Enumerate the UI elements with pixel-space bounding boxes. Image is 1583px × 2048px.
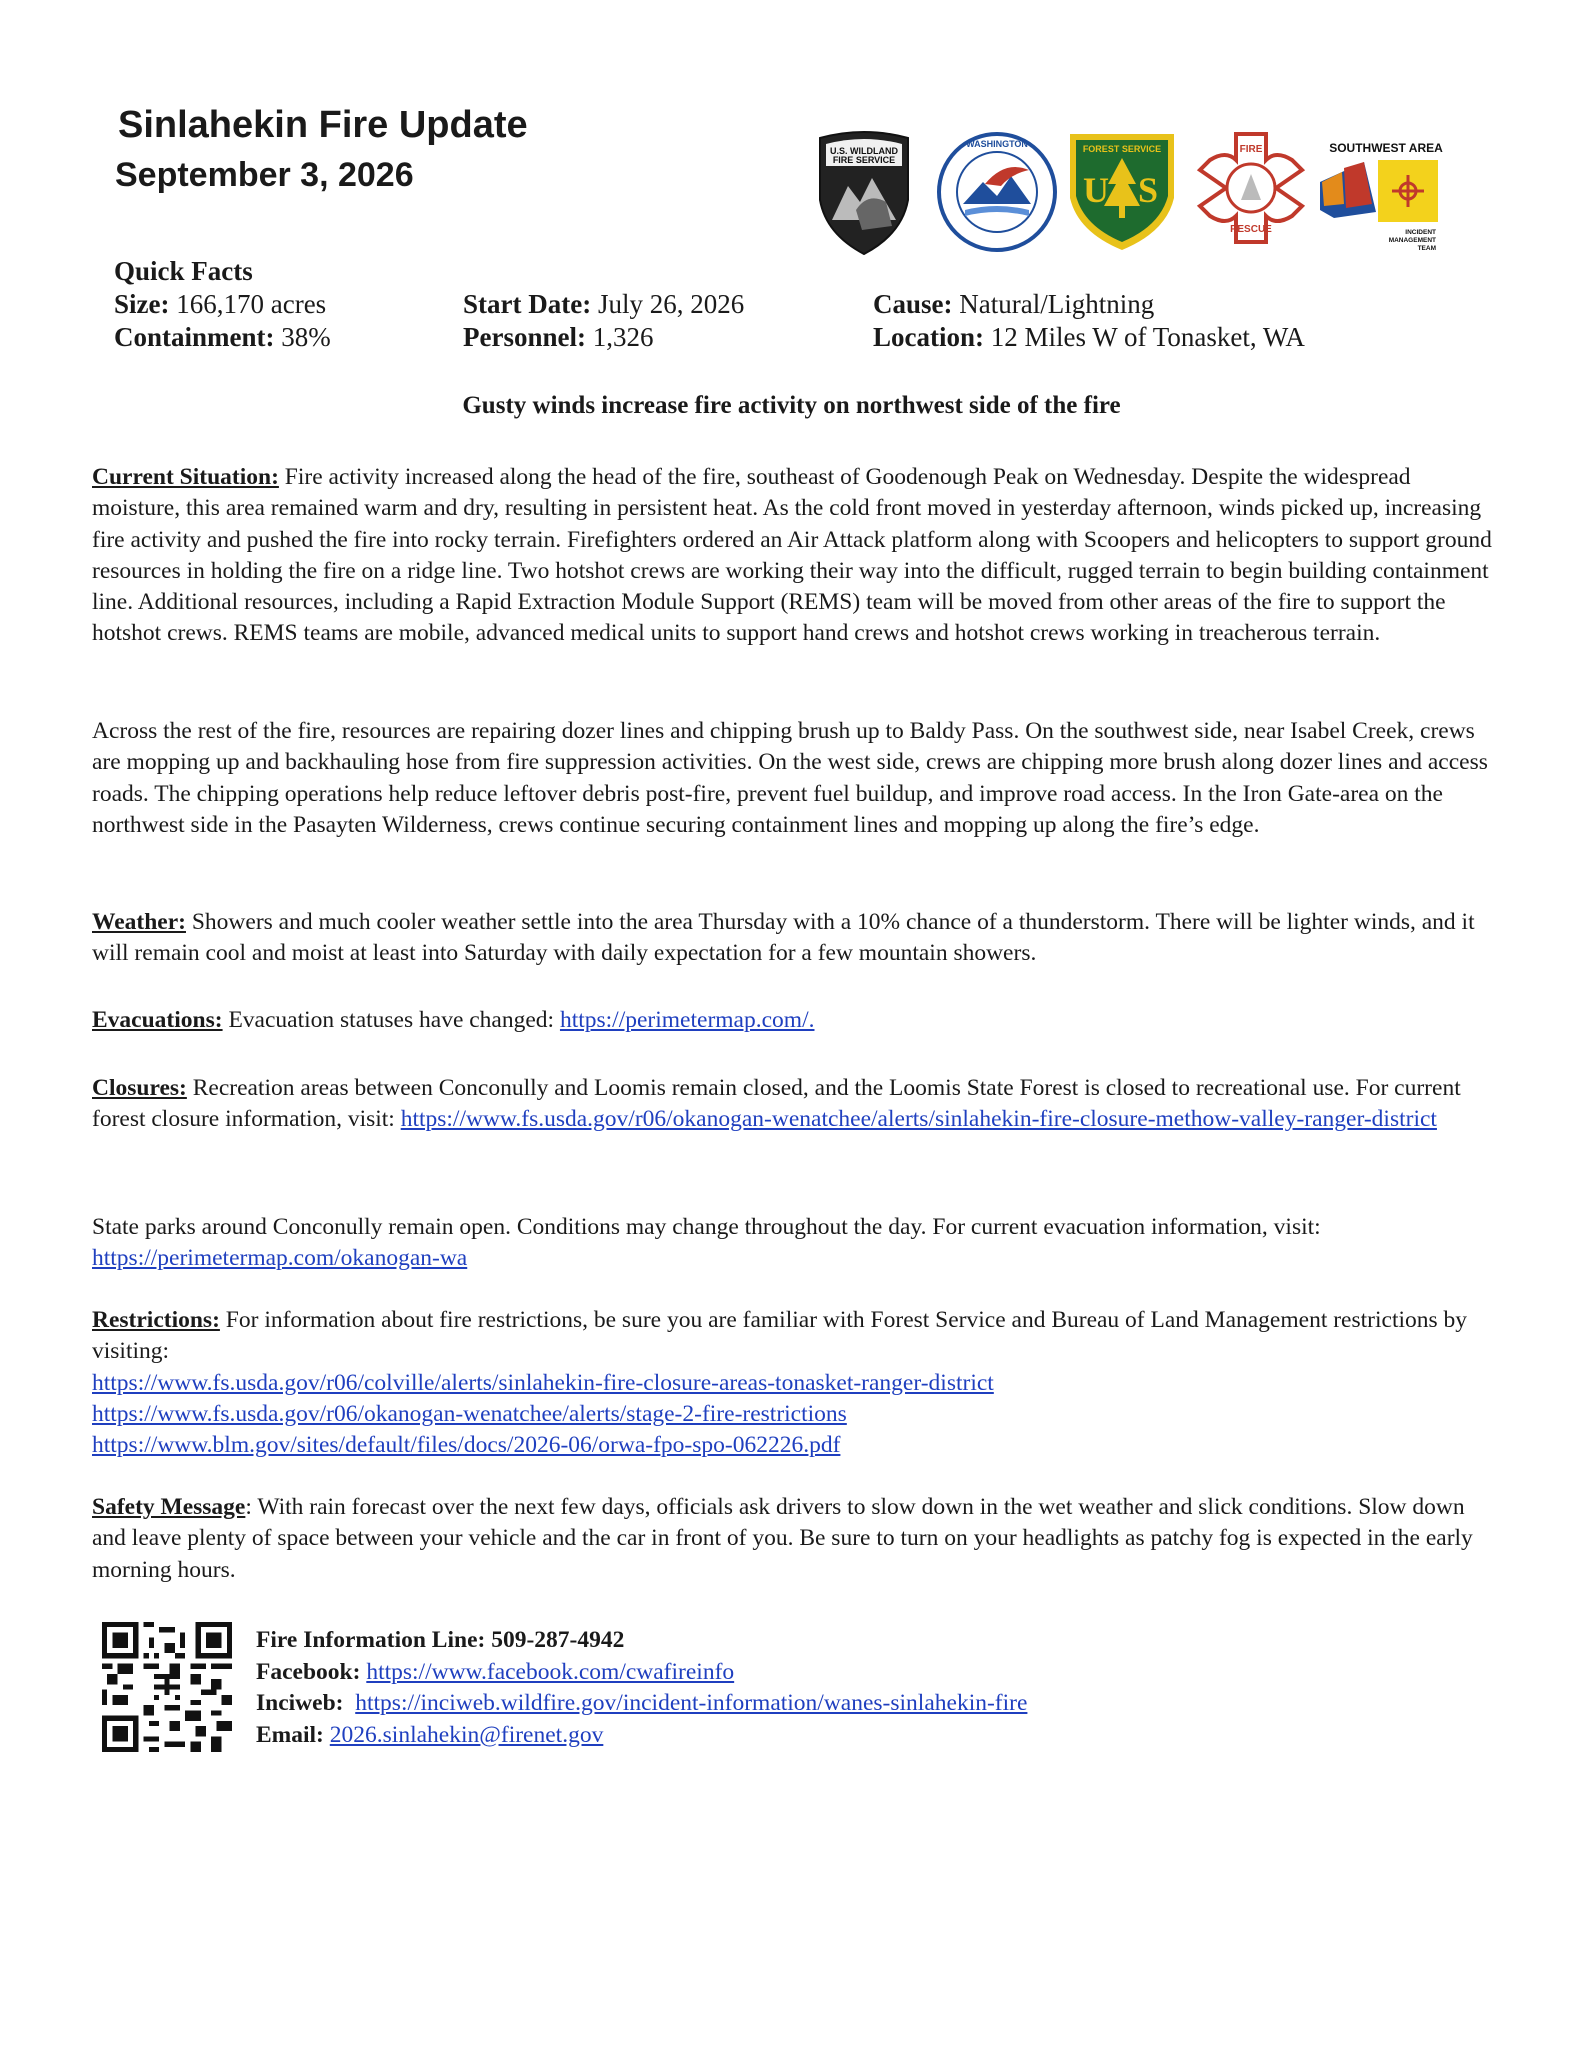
closures-link[interactable]: https://www.fs.usda.gov/r06/okanogan-wenatchee/alerts/sinlahekin-fire-closure-methow-valley-ranger-district (400, 1106, 1437, 1133)
evacuations-link[interactable]: https://perimetermap.com/. (559, 1007, 815, 1033)
restrictions-text: For information about fire restrictions, be sure you are familiar with Forest Service and Bureau of Land Management restrictions by visiting: (92, 1307, 1468, 1365)
restrictions-link-stage2[interactable]: https://www.fs.usda.gov/r06/okanogan-wenatchee/alerts/stage-2-fire-restrictions (92, 1400, 847, 1427)
svg-text:FIRE: FIRE (1239, 144, 1263, 155)
state-parks-paragraph (92, 1212, 1492, 1275)
facebook-label: Facebook: (256, 1658, 361, 1685)
location-label: Location: (873, 322, 984, 352)
evacuations-section (92, 1005, 1492, 1036)
svg-text:RESCUE: RESCUE (1230, 224, 1272, 235)
closures-section (92, 1073, 1492, 1136)
safety-message-label: Safety Message (92, 1494, 246, 1520)
current-situation-text: Fire activity increased along the head of the fire, southeast of Goodenough Peak on Wednesday. Despite the widespread moisture, this area remained warm and dry, resulting in persistent heat. As the cold front moved in yesterday afternoon, winds picked up, increasing fire activity and pushed the fire into rocky terrain. Firefighters ordered an Air Attack platform along with Scoopers and helicopters to support ground resources in holding the fire on a ridge line. Two hotshot crews are working their way into the difficult, rugged terrain to begin building containment line. Additional resources, including a Rapid Extraction Module Support (REMS) team will be moved from other areas of the fire to support the hotshot crews. REMS teams are mobile, advanced medical units to support hand crews and hotshot crews working in treacherous terrain. (92, 464, 1492, 647)
size-value: 166,170 acres (176, 289, 327, 319)
fire-information-line: Fire Information Line: 509-287-4942 (256, 1627, 625, 1653)
safety-message-text: : With rain forecast over the next few days, officials ask drivers to slow down in the wet weather and slick conditions. Slow down and leave plenty of space between your vehicle and the car in front of you. Be sure to turn on your headlights as patchy fog is expected in the early morning hours. (92, 1494, 1473, 1583)
svg-text:TEAM: TEAM (1417, 245, 1436, 252)
state-parks-link[interactable]: https://perimetermap.com/okanogan-wa (92, 1245, 468, 1272)
evacuations-text: Evacuation statuses have changed: (228, 1007, 555, 1033)
southwest-area-imt-logo (1316, 138, 1456, 254)
fire-activity-paragraph (92, 716, 1492, 841)
email-link[interactable]: 2026.sinlahekin@firenet.gov (329, 1721, 604, 1748)
weather-text: Showers and much cooler weather settle into the area Thursday with a 10% chance of a thunderstorm. There will be lighter winds, and it will remain cool and moist at least into Saturday with daily expectation for a few mountain showers. (92, 909, 1475, 967)
svg-text:WASHINGTON: WASHINGTON (966, 139, 1028, 149)
headline: Gusty winds increase fire activity on northwest side of the fire (462, 392, 1121, 419)
facebook-link[interactable]: https://www.facebook.com/cwafireinfo (366, 1658, 735, 1685)
restrictions-link-blm[interactable]: https://www.blm.gov/sites/default/files/docs/2026-06/orwa-fpo-spo-062226.pdf (92, 1432, 841, 1459)
containment-value: 38% (281, 322, 331, 352)
fire-activity-text: Across the rest of the fire, resources are repairing dozer lines and chipping brush up to Baldy Pass. On the southwest side, near Isabel Creek, crews are mopping up and backhauling hose from fire suppression activities. On the west side, crews are chipping more brush along dozer lines and access roads. The chipping operations help reduce leftover debris post-fire, prevent fuel buildup, and improve road access. In the Iron Gate-area on the northwest side in the Pasayten Wilderness, crews continue securing containment lines and mopping up along the fire’s edge. (92, 718, 1488, 838)
svg-text:FIRE SERVICE: FIRE SERVICE (832, 155, 896, 165)
cause-value: Natural/Lightning (959, 289, 1155, 319)
current-situation-label: Current Situation: (92, 464, 279, 490)
closures-label: Closures: (92, 1075, 187, 1101)
restrictions-link-colville[interactable]: https://www.fs.usda.gov/r06/colville/alerts/sinlahekin-fire-closure-areas-tonasket-ranger-district (92, 1369, 994, 1396)
current-situation-section (92, 462, 1492, 650)
cause-label: Cause: (873, 289, 953, 319)
personnel-label: Personnel: (463, 322, 586, 352)
contact-info (256, 1625, 1027, 1751)
size-label: Size: (114, 289, 170, 319)
us-wildland-fire-service-logo (812, 130, 916, 256)
start-date-value: July 26, 2026 (597, 289, 745, 319)
closures-text: Recreation areas between Conconully and Loomis remain closed, and the Loomis State Forest is closed to recreational use. For current forest closure information, visit: (92, 1075, 1461, 1133)
svg-text:SOUTHWEST AREA: SOUTHWEST AREA (1329, 141, 1443, 155)
state-parks-text: State parks around Conconully remain open. Conditions may change throughout the day. For current evacuation information, visit: (92, 1214, 1321, 1240)
svg-text:U.S. WILDLAND: U.S. WILDLAND (830, 146, 898, 156)
personnel-value: 1,326 (592, 322, 654, 352)
inciweb-link[interactable]: https://inciweb.wildfire.gov/incident-information/wanes-sinlahekin-fire (355, 1690, 1028, 1716)
page-title: Sinlahekin Fire Update (118, 104, 528, 146)
containment-label: Containment: (114, 322, 275, 352)
quick-facts-heading: Quick Facts (114, 256, 253, 286)
restrictions-section (92, 1305, 1492, 1461)
svg-text:MANAGEMENT: MANAGEMENT (1388, 237, 1436, 244)
email-label: Email: (256, 1721, 324, 1748)
washington-dnr-logo (935, 130, 1059, 254)
location-value: 12 Miles W of Tonasket, WA (990, 322, 1305, 352)
weather-section (92, 907, 1492, 970)
restrictions-label: Restrictions: (92, 1307, 220, 1333)
safety-message-section (92, 1492, 1492, 1586)
svg-text:FOREST SERVICE: FOREST SERVICE (1082, 144, 1162, 154)
qr-code[interactable] (102, 1622, 232, 1752)
forest-service-logo (1066, 126, 1178, 252)
svg-text:U: U (1083, 170, 1109, 210)
inciweb-label: Inciweb: (256, 1690, 344, 1716)
update-date: September 3, 2026 (115, 156, 414, 194)
weather-label: Weather: (92, 909, 186, 935)
start-date-label: Start Date: (463, 289, 592, 319)
fire-rescue-logo (1196, 130, 1306, 246)
svg-text:S: S (1137, 170, 1159, 210)
svg-text:INCIDENT: INCIDENT (1405, 229, 1436, 236)
evacuations-label: Evacuations: (92, 1007, 223, 1033)
